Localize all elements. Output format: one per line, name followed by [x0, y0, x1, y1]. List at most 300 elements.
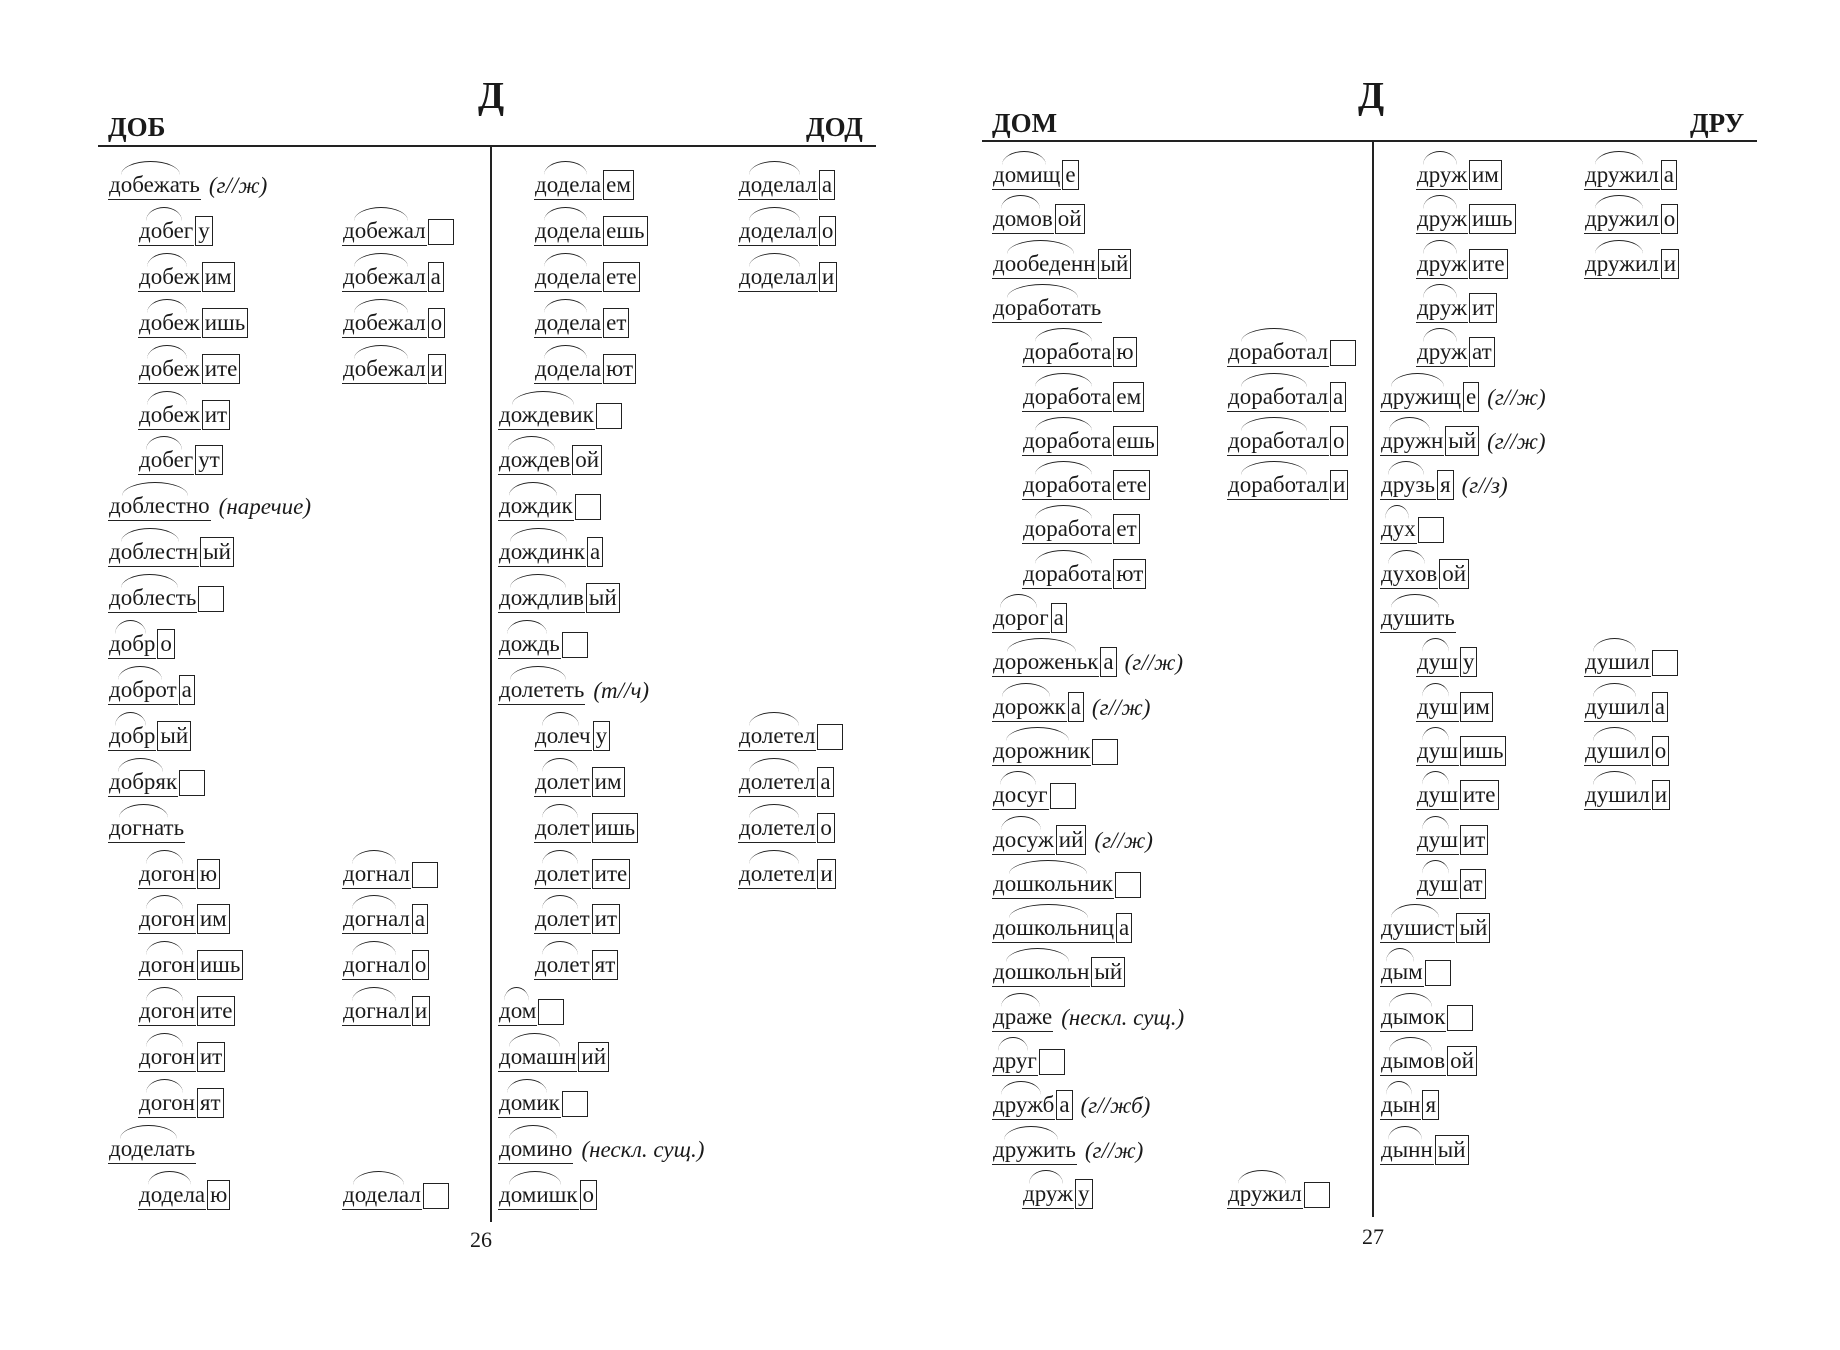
- word-stem: додела: [534, 171, 602, 200]
- word-stem: добеж: [138, 401, 201, 430]
- word-entry: [342, 252, 444, 292]
- word-ending: и: [412, 996, 430, 1026]
- word-entry: [498, 573, 620, 613]
- word-ending: а: [428, 262, 444, 292]
- word-entry: [108, 757, 205, 797]
- word-stem: дружил: [1584, 205, 1660, 234]
- headword: [108, 160, 267, 200]
- word-ending: у: [1075, 1179, 1093, 1209]
- word-entry: [992, 815, 1153, 855]
- word-ending: о: [1652, 736, 1670, 766]
- word-ending: ый: [1435, 1135, 1469, 1165]
- word-stem: догнал: [342, 951, 411, 980]
- word-stem: долететь: [498, 676, 585, 705]
- word-entry: [992, 903, 1132, 943]
- word-ending: о: [817, 813, 835, 843]
- word-stem: домашн: [498, 1043, 577, 1072]
- right-page: [920, 0, 1840, 1350]
- word-entry: [138, 1078, 224, 1118]
- word-ending: ит: [202, 400, 230, 430]
- word-entry: [1416, 770, 1499, 810]
- headword: [1380, 593, 1456, 633]
- word-entry: [108, 619, 175, 659]
- word-stem: дождев: [498, 446, 571, 475]
- word-ending: ем: [603, 170, 634, 200]
- header-rule: [982, 140, 1757, 142]
- word-stem: друж: [1416, 338, 1468, 367]
- word-entry: [992, 239, 1131, 279]
- word-stem: долет: [534, 814, 591, 843]
- headword: [108, 481, 311, 521]
- word-ending: ю: [197, 859, 220, 889]
- word-ending: ют: [603, 354, 636, 384]
- word-ending: ишь: [202, 308, 249, 338]
- word-stem: домино: [498, 1135, 573, 1164]
- word-stem: добр: [108, 630, 156, 659]
- page-number: 27: [1362, 1224, 1384, 1249]
- word-ending: ешь: [603, 216, 647, 246]
- zero-ending-box: [423, 1183, 449, 1209]
- word-ending: ите: [202, 354, 241, 384]
- word-entry: [1416, 815, 1488, 855]
- word-stem: дошкольниц: [992, 914, 1115, 943]
- word-entry: [342, 940, 429, 980]
- word-stem: дружил: [1584, 250, 1660, 279]
- zero-ending-box: [596, 403, 622, 429]
- word-entry: [108, 527, 234, 567]
- word-entry: [498, 986, 564, 1026]
- word-entry: [1416, 637, 1477, 677]
- word-stem: добег: [138, 217, 194, 246]
- word-entry: [992, 150, 1079, 190]
- zero-ending-box: [538, 999, 564, 1025]
- word-stem: догнал: [342, 997, 411, 1026]
- word-stem: дух: [1380, 515, 1417, 544]
- word-stem: доделать: [108, 1135, 196, 1164]
- word-stem: душист: [1380, 914, 1455, 943]
- word-stem: доработа: [1022, 515, 1112, 544]
- word-stem: дорожк: [992, 693, 1067, 722]
- word-stem: додела: [534, 263, 602, 292]
- word-entry: [498, 435, 602, 475]
- word-stem: доброт: [108, 676, 178, 705]
- word-stem: доделал: [738, 217, 818, 246]
- word-stem: добежал: [342, 263, 427, 292]
- word-ending: ой: [1055, 204, 1085, 234]
- word-stem: дружб: [992, 1091, 1055, 1120]
- word-ending: ит: [1469, 293, 1497, 323]
- word-ending: ый: [586, 583, 620, 613]
- word-entry: [498, 1170, 597, 1210]
- word-entry: [1416, 239, 1508, 279]
- word-entry: [534, 160, 634, 200]
- word-entry: [738, 803, 835, 843]
- zero-ending-box: [1050, 783, 1076, 809]
- word-ending: ий: [578, 1042, 609, 1072]
- word-ending: и: [428, 354, 446, 384]
- word-entry: [342, 849, 438, 889]
- grammar-note: (г//жб): [1080, 1093, 1151, 1119]
- word-entry: [1380, 1125, 1469, 1165]
- zero-ending-box: [1652, 650, 1678, 676]
- word-stem: друж: [1416, 205, 1468, 234]
- word-entry: [534, 298, 629, 338]
- word-entry: [138, 1170, 230, 1210]
- zero-ending-box: [562, 632, 588, 658]
- grammar-note: (г//ж): [1124, 650, 1184, 676]
- word-ending: а: [179, 675, 195, 705]
- word-ending: у: [593, 721, 611, 751]
- word-stem: досуг: [992, 781, 1049, 810]
- word-ending: о: [819, 216, 837, 246]
- word-entry: [498, 1078, 588, 1118]
- word-stem: доделал: [342, 1181, 422, 1210]
- grammar-note: (г//ж): [1487, 384, 1546, 410]
- word-stem: доработа: [1022, 471, 1112, 500]
- word-stem: добежал: [342, 309, 427, 338]
- grammar-note: (г//ж): [1094, 827, 1153, 853]
- word-stem: добежал: [342, 217, 427, 246]
- word-stem: духов: [1380, 560, 1438, 589]
- word-entry: [108, 665, 195, 705]
- word-stem: душ: [1416, 781, 1459, 810]
- word-stem: душить: [1380, 604, 1456, 633]
- zero-ending-box: [1039, 1049, 1065, 1075]
- header-rule: [98, 145, 876, 147]
- word-entry: [498, 1032, 609, 1072]
- column-divider: [490, 147, 492, 1222]
- word-stem: дообеденн: [992, 250, 1097, 279]
- word-stem: дождь: [498, 630, 561, 659]
- word-stem: друж: [1022, 1180, 1074, 1209]
- word-ending: а: [1068, 692, 1084, 722]
- word-stem: долеч: [534, 722, 592, 751]
- word-ending: а: [1056, 1090, 1072, 1120]
- word-entry: [138, 894, 230, 934]
- headword: [108, 803, 185, 843]
- word-stem: друг: [992, 1047, 1038, 1076]
- word-entry: [108, 573, 224, 613]
- word-ending: и: [819, 262, 837, 292]
- word-ending: ите: [197, 996, 236, 1026]
- word-entry: [1022, 372, 1144, 412]
- word-entry: [992, 770, 1076, 810]
- word-stem: догон: [138, 951, 196, 980]
- section-letter: Д: [1358, 75, 1385, 117]
- word-ending: и: [817, 859, 835, 889]
- word-entry: [738, 160, 835, 200]
- zero-ending-box: [1330, 340, 1356, 366]
- word-ending: ый: [157, 721, 191, 751]
- word-ending: а: [1116, 913, 1132, 943]
- word-ending: ем: [1113, 382, 1144, 412]
- word-stem: душил: [1584, 648, 1651, 677]
- word-ending: я: [1422, 1090, 1439, 1120]
- word-ending: а: [1330, 382, 1346, 412]
- word-entry: [1380, 992, 1473, 1032]
- word-stem: доработа: [1022, 427, 1112, 456]
- word-entry: [138, 986, 235, 1026]
- word-stem: догон: [138, 1089, 196, 1118]
- column-divider: [1372, 142, 1374, 1217]
- word-entry: [534, 803, 638, 843]
- guide-word-right: ДРУ: [1690, 108, 1745, 138]
- guide-word-left: ДОБ: [108, 112, 166, 142]
- word-entry: [534, 849, 630, 889]
- word-stem: доработа: [1022, 383, 1112, 412]
- word-stem: дождлив: [498, 584, 585, 613]
- word-entry: [1022, 416, 1158, 456]
- word-ending: а: [1051, 603, 1067, 633]
- word-entry: [1584, 637, 1678, 677]
- word-entry: [1022, 1169, 1093, 1209]
- grammar-note: (г//ж): [208, 173, 268, 198]
- word-ending: а: [412, 904, 428, 934]
- zero-ending-box: [1425, 960, 1451, 986]
- word-entry: [992, 1080, 1150, 1120]
- headword: [498, 665, 649, 705]
- word-ending: и: [1652, 780, 1670, 810]
- word-stem: долет: [534, 951, 591, 980]
- word-ending: ит: [592, 904, 620, 934]
- word-ending: а: [1661, 160, 1677, 190]
- word-stem: долетел: [738, 722, 816, 751]
- word-stem: догон: [138, 1043, 196, 1072]
- word-ending: е: [1463, 382, 1479, 412]
- grammar-note: (нескл. сущ.): [1061, 1004, 1185, 1030]
- word-entry: [1416, 682, 1493, 722]
- word-stem: дорожник: [992, 737, 1091, 766]
- grammar-note: (г//з): [1461, 473, 1508, 499]
- word-stem: долетел: [738, 814, 816, 843]
- word-entry: [138, 344, 240, 384]
- word-stem: догон: [138, 860, 196, 889]
- word-entry: [138, 252, 235, 292]
- word-stem: доработал: [1227, 471, 1329, 500]
- zero-ending-box: [1304, 1182, 1330, 1208]
- word-entry: [1380, 1080, 1439, 1120]
- word-ending: и: [1330, 470, 1348, 500]
- word-ending: ут: [195, 445, 223, 475]
- word-ending: ат: [1469, 337, 1495, 367]
- word-entry: [534, 711, 610, 751]
- word-stem: догон: [138, 905, 196, 934]
- word-entry: [534, 940, 618, 980]
- word-stem: доработал: [1227, 383, 1329, 412]
- word-ending: ят: [197, 1088, 224, 1118]
- word-ending: ешь: [1113, 426, 1157, 456]
- word-stem: душ: [1416, 826, 1459, 855]
- word-stem: дошкольник: [992, 870, 1114, 899]
- word-stem: дружил: [1227, 1180, 1303, 1209]
- word-stem: дымов: [1380, 1047, 1446, 1076]
- word-entry: [1022, 460, 1150, 500]
- word-stem: дружищ: [1380, 383, 1462, 412]
- word-ending: им: [1460, 692, 1493, 722]
- word-ending: ите: [592, 859, 631, 889]
- word-stem: дружить: [992, 1136, 1077, 1165]
- word-entry: [138, 1032, 225, 1072]
- word-entry: [1584, 194, 1678, 234]
- word-entry: [1380, 460, 1508, 500]
- word-stem: драже: [992, 1003, 1053, 1032]
- zero-ending-box: [428, 219, 454, 245]
- word-stem: додела: [534, 355, 602, 384]
- word-entry: [1416, 283, 1497, 323]
- word-entry: [1227, 372, 1346, 412]
- word-stem: душил: [1584, 737, 1651, 766]
- word-ending: ишь: [1469, 204, 1516, 234]
- word-stem: долет: [534, 768, 591, 797]
- zero-ending-box: [817, 724, 843, 750]
- word-entry: [342, 894, 428, 934]
- headword: [992, 992, 1184, 1032]
- guide-word-right: ДОД: [806, 112, 863, 142]
- word-ending: о: [580, 1180, 598, 1210]
- word-stem: добежать: [108, 171, 201, 200]
- word-stem: дынн: [1380, 1136, 1434, 1165]
- word-ending: ой: [572, 445, 602, 475]
- word-ending: ой: [1447, 1046, 1477, 1076]
- word-ending: ат: [1460, 869, 1486, 899]
- word-entry: [534, 757, 625, 797]
- word-entry: [138, 435, 223, 475]
- word-ending: ишь: [592, 813, 639, 843]
- word-entry: [738, 252, 837, 292]
- word-stem: добр: [108, 722, 156, 751]
- word-entry: [1380, 416, 1546, 456]
- word-ending: о: [1661, 204, 1679, 234]
- zero-ending-box: [562, 1091, 588, 1117]
- word-entry: [992, 593, 1067, 633]
- word-stem: додела: [534, 309, 602, 338]
- word-ending: ите: [1469, 249, 1508, 279]
- zero-ending-box: [1418, 517, 1444, 543]
- word-stem: дороженьк: [992, 648, 1099, 677]
- word-stem: душ: [1416, 648, 1459, 677]
- headword: [108, 1124, 196, 1164]
- word-ending: о: [1330, 426, 1348, 456]
- word-ending: им: [202, 262, 235, 292]
- word-stem: догнал: [342, 860, 411, 889]
- word-entry: [1584, 682, 1668, 722]
- word-ending: ый: [200, 537, 234, 567]
- word-entry: [1416, 327, 1495, 367]
- zero-ending-box: [412, 862, 438, 888]
- word-entry: [738, 757, 834, 797]
- word-entry: [1227, 327, 1356, 367]
- zero-ending-box: [179, 770, 205, 796]
- word-entry: [992, 682, 1150, 722]
- word-entry: [1227, 1169, 1330, 1209]
- word-entry: [534, 252, 640, 292]
- word-stem: доработать: [992, 294, 1102, 323]
- word-stem: доделал: [738, 263, 818, 292]
- word-entry: [138, 206, 213, 246]
- word-ending: ит: [1460, 825, 1488, 855]
- word-entry: [1022, 504, 1140, 544]
- word-ending: ют: [1113, 559, 1146, 589]
- word-stem: дошкольн: [992, 958, 1090, 987]
- page-number: 26: [470, 1227, 492, 1252]
- word-stem: доработа: [1022, 338, 1112, 367]
- zero-ending-box: [575, 494, 601, 520]
- word-stem: дождик: [498, 492, 574, 521]
- word-stem: додела: [138, 1181, 206, 1210]
- word-stem: домов: [992, 205, 1054, 234]
- word-entry: [1380, 1036, 1477, 1076]
- grammar-note: (т//ч): [593, 677, 650, 703]
- word-entry: [138, 849, 220, 889]
- word-entry: [1022, 549, 1146, 589]
- word-stem: друзь: [1380, 471, 1436, 500]
- word-entry: [498, 390, 622, 430]
- word-entry: [1380, 903, 1490, 943]
- word-entry: [498, 527, 603, 567]
- word-stem: домик: [498, 1089, 561, 1118]
- word-stem: доделал: [738, 171, 818, 200]
- word-stem: доблесть: [108, 584, 197, 613]
- word-ending: ю: [1113, 337, 1136, 367]
- word-ending: а: [819, 170, 835, 200]
- word-stem: дым: [1380, 958, 1424, 987]
- word-entry: [498, 481, 601, 521]
- word-ending: и: [1661, 249, 1679, 279]
- word-entry: [1380, 549, 1469, 589]
- word-ending: ишь: [197, 950, 244, 980]
- word-stem: дом: [498, 997, 537, 1026]
- grammar-note: (г//ж): [1084, 1137, 1144, 1163]
- word-stem: дымок: [1380, 1003, 1446, 1032]
- word-stem: душ: [1416, 870, 1459, 899]
- word-ending: о: [428, 308, 446, 338]
- word-stem: друж: [1416, 294, 1468, 323]
- word-entry: [498, 619, 588, 659]
- word-ending: ете: [603, 262, 639, 292]
- word-entry: [738, 206, 836, 246]
- word-stem: доработал: [1227, 338, 1329, 367]
- grammar-note: (нескл. сущ.): [581, 1136, 705, 1162]
- word-ending: ю: [207, 1180, 230, 1210]
- word-stem: догнать: [108, 814, 185, 843]
- word-stem: душил: [1584, 693, 1651, 722]
- word-ending: им: [197, 904, 230, 934]
- word-stem: друж: [1416, 250, 1468, 279]
- word-stem: дружил: [1584, 161, 1660, 190]
- word-stem: догнал: [342, 905, 411, 934]
- word-ending: а: [587, 537, 603, 567]
- word-ending: я: [1437, 470, 1454, 500]
- grammar-note: (наречие): [218, 494, 311, 520]
- word-ending: о: [157, 629, 175, 659]
- word-entry: [1227, 416, 1348, 456]
- word-ending: ой: [1439, 559, 1469, 589]
- word-stem: домищ: [992, 161, 1061, 190]
- word-stem: дын: [1380, 1091, 1421, 1120]
- word-ending: ый: [1091, 957, 1125, 987]
- zero-ending-box: [198, 586, 224, 612]
- word-stem: дождевик: [498, 401, 595, 430]
- word-entry: [1584, 150, 1677, 190]
- word-ending: им: [1469, 160, 1502, 190]
- word-stem: добеж: [138, 309, 201, 338]
- word-entry: [342, 206, 454, 246]
- word-entry: [992, 194, 1085, 234]
- word-entry: [1584, 726, 1669, 766]
- word-entry: [342, 1170, 449, 1210]
- word-entry: [1416, 194, 1516, 234]
- word-stem: долетел: [738, 860, 816, 889]
